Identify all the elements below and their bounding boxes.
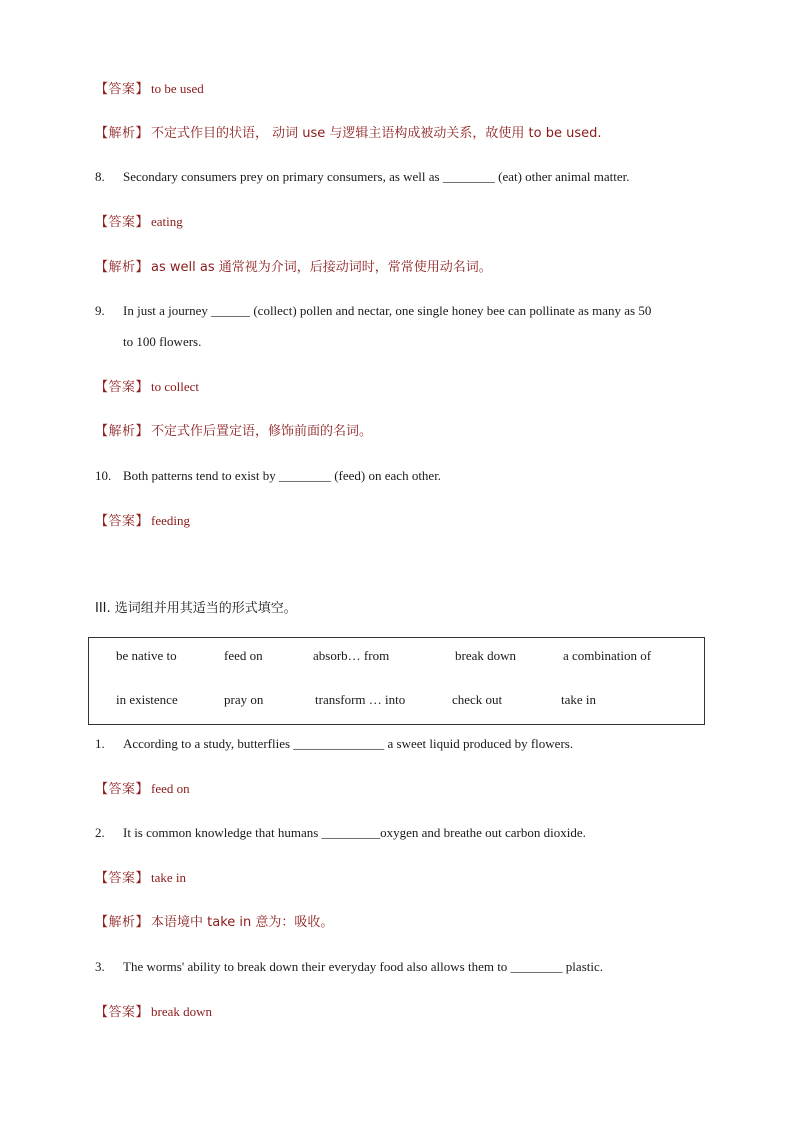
word-option: a combination of <box>563 648 652 663</box>
question-3-2: 2. It is common knowledge that humans _________oxygen and breathe out carbon dioxide. <box>95 825 586 840</box>
section-3-title: III. 选词组并用其适当的形式填空。 <box>95 601 297 616</box>
explanation-7: 【解析】 不定式作目的状语， 动词 use 与逻辑主语构成被动关系，故使用 to be used. <box>95 126 602 141</box>
word-option: pray on <box>224 692 264 707</box>
question-3-3: 3. The worms' ability to break down their everyday food also allows them to ________ plastic. <box>95 959 603 974</box>
word-option: be native to <box>116 648 177 663</box>
answer-3-2: 【答案】 take in <box>95 870 187 886</box>
answer-7: 【答案】 to be used <box>95 81 204 97</box>
word-option: break down <box>455 648 517 663</box>
explanation-9: 【解析】 不定式作后置定语，修饰前面的名词。 <box>95 424 373 439</box>
question-9-continued: to 100 flowers. <box>123 334 202 349</box>
question-9: 9. In just a journey ______ (collect) pollen and nectar, one single honey bee can pollinate as many as 50 <box>95 303 652 318</box>
answer-8: 【答案】 eating <box>95 214 183 230</box>
word-box <box>88 637 705 725</box>
answer-10: 【答案】 feeding <box>95 513 190 529</box>
question-8: 8. Secondary consumers prey on primary consumers, as well as ________ (eat) other animal matter. <box>95 169 630 184</box>
explanation-3-2: 【解析】 本语境中 take in 意为：吸收。 <box>95 915 334 930</box>
explanation-8: 【解析】 as well as 通常视为介词，后接动词时，常常使用动名词。 <box>95 260 492 275</box>
word-option: take in <box>561 692 597 707</box>
word-option: feed on <box>224 648 263 663</box>
question-10: 10. Both patterns tend to exist by ________ (feed) on each other. <box>95 468 442 483</box>
word-option: absorb… from <box>313 648 390 663</box>
word-option: transform … into <box>315 692 406 707</box>
word-option: in existence <box>116 692 178 707</box>
answer-9: 【答案】 to collect <box>95 379 200 395</box>
question-3-1: 1. According to a study, butterflies ______________ a sweet liquid produced by flowers. <box>95 736 574 751</box>
word-option: check out <box>452 692 503 707</box>
answer-3-3: 【答案】 break down <box>95 1004 213 1020</box>
answer-3-1: 【答案】 feed on <box>95 781 190 797</box>
